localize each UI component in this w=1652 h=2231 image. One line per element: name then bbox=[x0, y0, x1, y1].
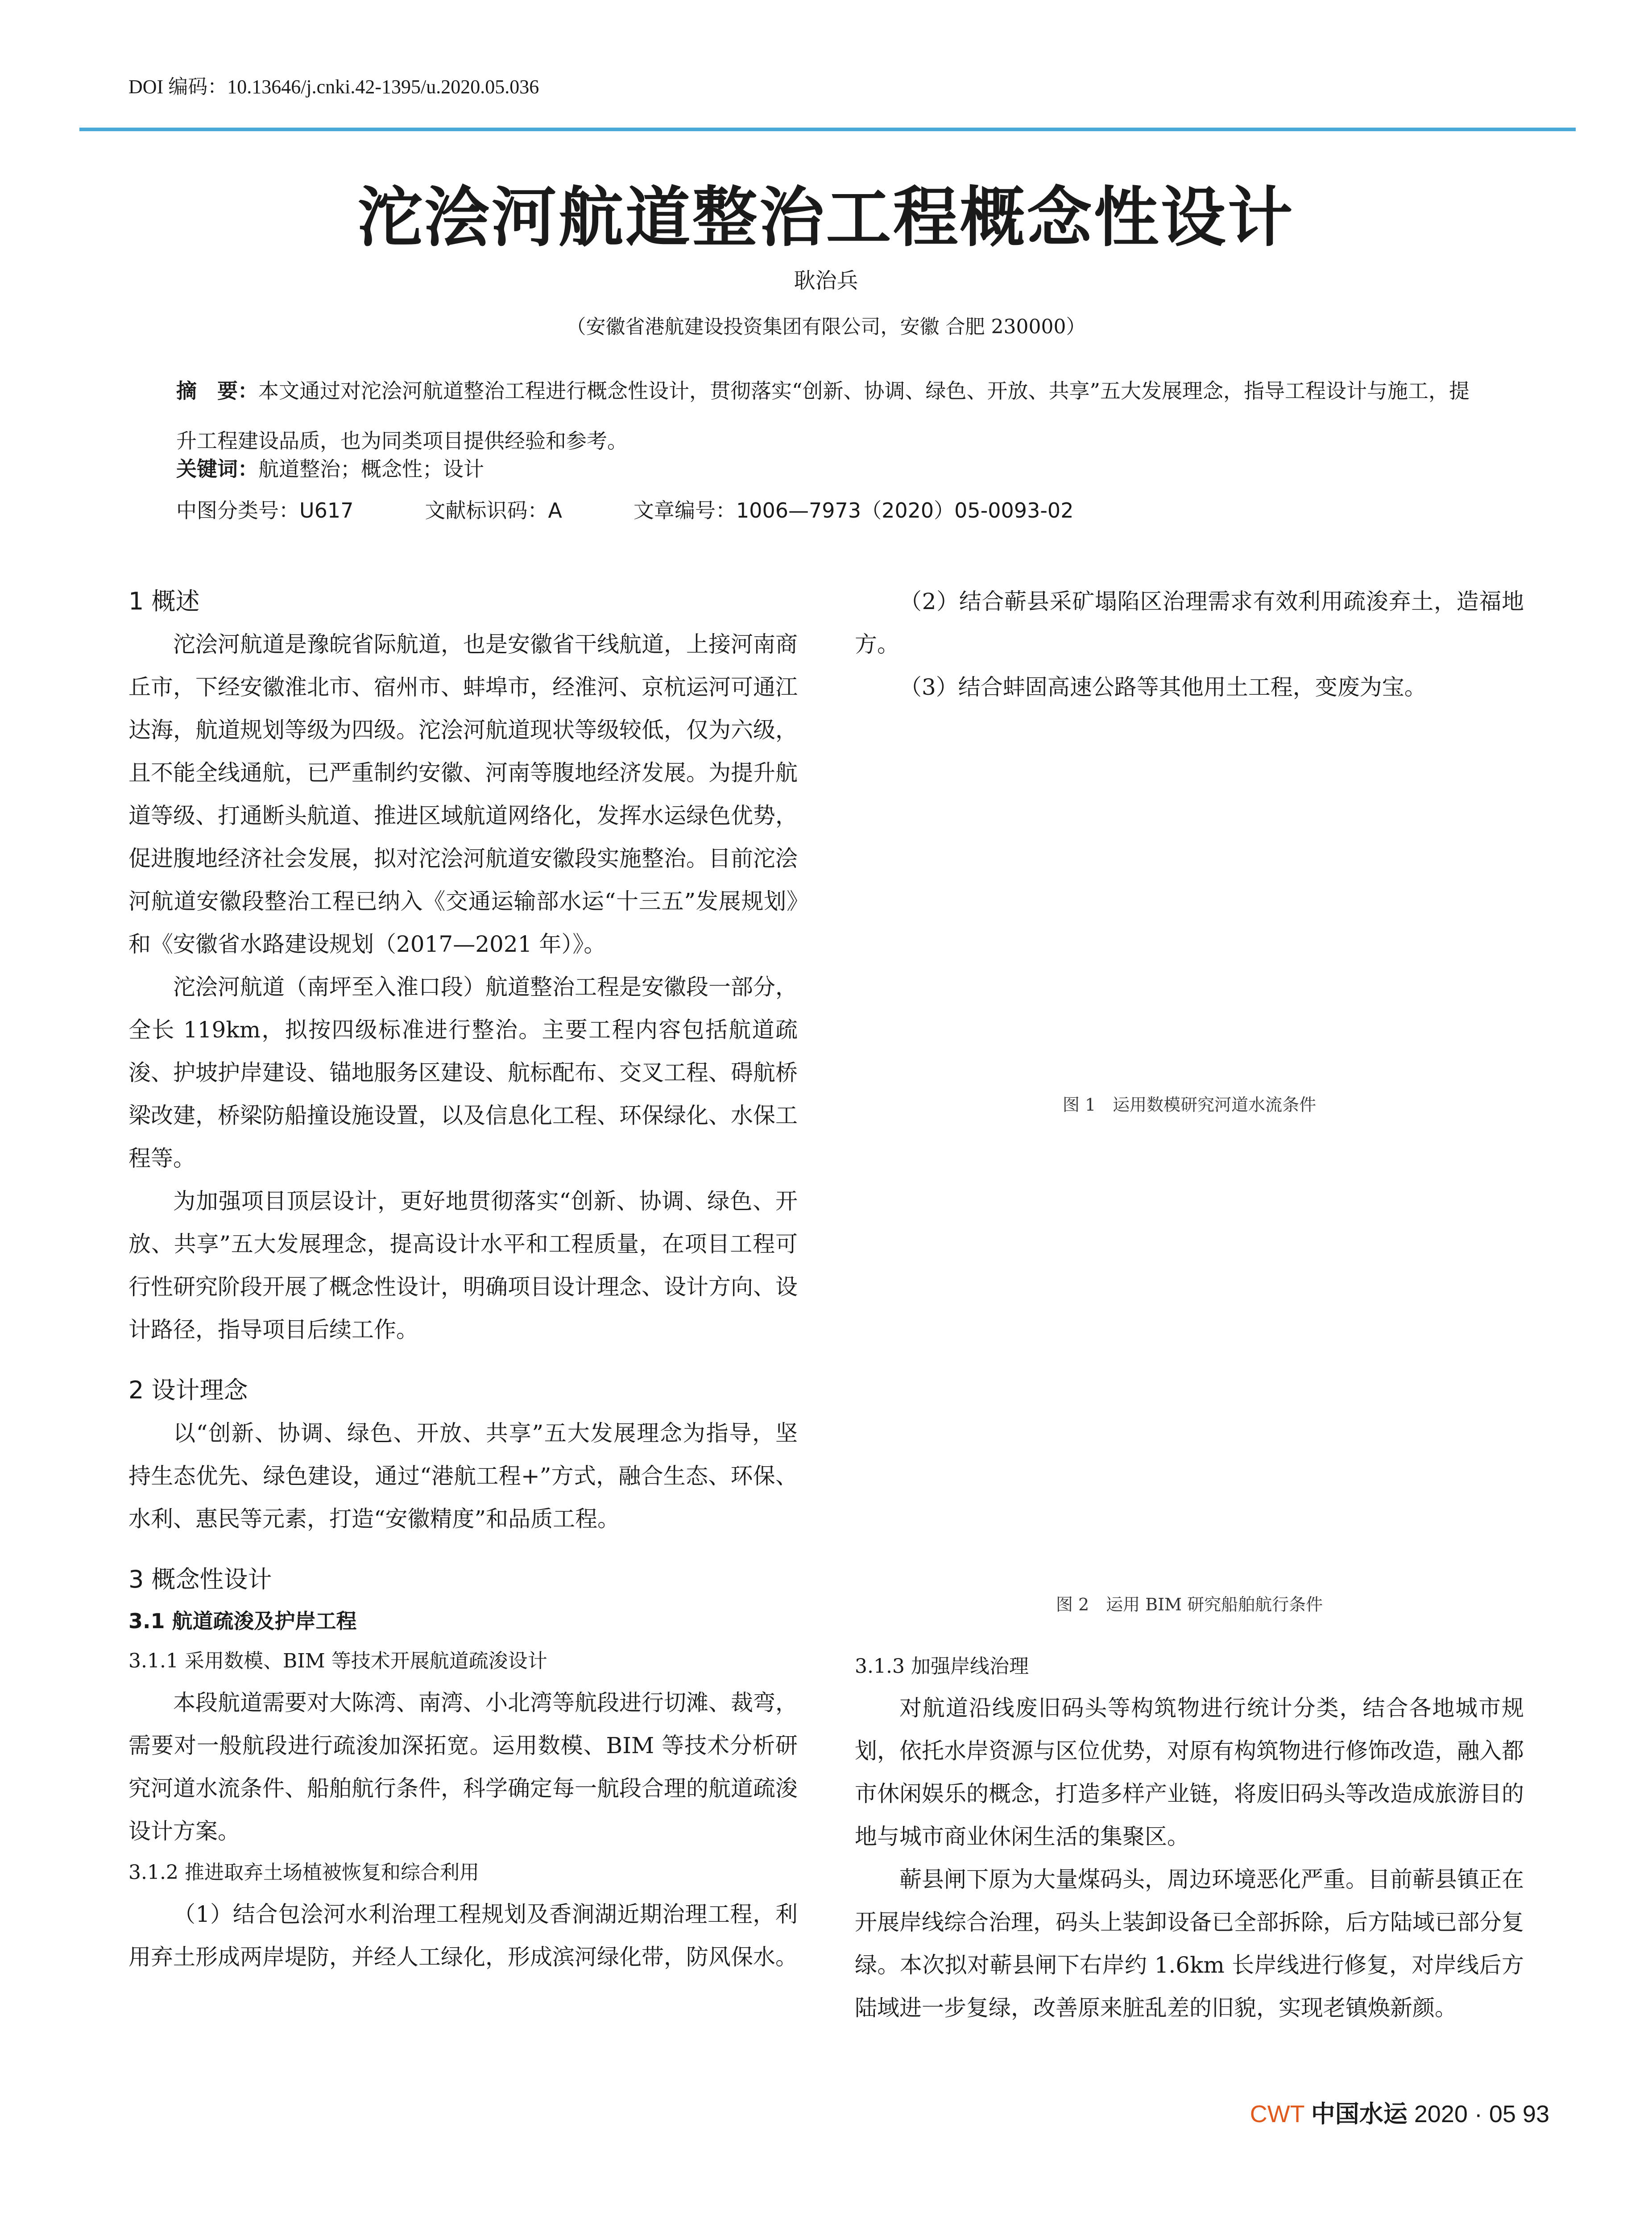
author: 耿治兵 bbox=[794, 268, 858, 293]
keywords bbox=[176, 453, 484, 482]
clc-number: 中图分类号：U617 bbox=[176, 498, 354, 523]
keywords-text: 航道整治；概念性；设计 bbox=[258, 457, 484, 481]
abstract-text: 本文通过对沱浍河航道整治工程进行概念性设计，贯彻落实“创新、协调、绿色、开放、共享”五大发展理念，指导工程设计与施工，提升工程建设品质，也为同类项目提供经验和参考。 bbox=[176, 379, 1470, 453]
abstract bbox=[176, 366, 1479, 466]
page-footer bbox=[1250, 2095, 1549, 2129]
paragraph: 为加强项目顶层设计，更好地贯彻落实“创新、协调、绿色、开放、共享”五大发展理念，提高设计水平和工程质量，在项目工程可行性研究阶段开展了概念性设计，明确项目设计理念、设计方向、设计路径，指导项目后续工作。 bbox=[128, 1188, 798, 1343]
cwt-logo: CWT bbox=[1250, 2101, 1304, 2127]
paragraph: 对航道沿线废旧码头等构筑物进行统计分类，结合各地城市规划，依托水岸资源与区位优势，对原有构筑物进行修饰改造，融入都市休闲娱乐的概念，打造多样产业链，将废旧码头等改造成旅游目的地与城市商业休闲生活的集聚区。 bbox=[855, 1695, 1524, 1849]
doi-line: DOI 编码：10.13646/j.cnki.42-1395/u.2020.05.036 bbox=[128, 76, 539, 98]
section-1-heading: 1 概述 bbox=[128, 587, 200, 615]
paragraph: 蕲县闸下原为大量煤码头，周边环境恶化严重。目前蕲县镇正在开展岸线综合治理，码头上装卸设备已全部拆除，后方陆域已部分复绿。本次拟对蕲县闸下右岸约 1.6km 长岸线进行修复，对岸线后方陆域进一步复绿，改善原来脏乱差的旧貌，实现老镇焕新颜。 bbox=[855, 1866, 1524, 2021]
right-column-bottom bbox=[855, 1646, 1524, 2029]
paragraph: 本段航道需要对大陈湾、南湾、小北湾等航段进行切滩、裁弯，需要对一般航段进行疏浚加深拓宽。运用数模、BIM 等技术分析研究河道水流条件、船舶航行条件，科学确定每一航段合理的航道疏浚设计方案。 bbox=[128, 1690, 798, 1844]
figure-1-caption: 图 1 运用数模研究河道水流条件 bbox=[1062, 1095, 1317, 1115]
paragraph: 沱浍河航道（南坪至入淮口段）航道整治工程是安徽段一部分，全长 119km，拟按四级标准进行整治。主要工程内容包括航道疏浚、护坡护岸建设、锚地服务区建设、航标配布、交叉工程、碍航桥梁改建，桥梁防船撞设施设置，以及信息化工程、环保绿化、水保工程等。 bbox=[128, 974, 798, 1171]
left-column bbox=[128, 580, 798, 1978]
paragraph: （3）结合蚌固高速公路等其他用土工程，变废为宝。 bbox=[899, 674, 1427, 700]
figure-2-caption: 图 2 运用 BIM 研究船舶航行条件 bbox=[1056, 1595, 1323, 1614]
journal-name: 中国水运 bbox=[1311, 2099, 1408, 2128]
keywords-label: 关键词： bbox=[176, 457, 258, 481]
figure-2-area bbox=[855, 1142, 1524, 1571]
classification-line bbox=[176, 494, 1145, 524]
abstract-label: 摘 要： bbox=[176, 379, 258, 403]
header-rule bbox=[79, 128, 1576, 131]
issue-number: 2020 · 05 bbox=[1414, 2101, 1516, 2127]
section-2-heading: 2 设计理念 bbox=[128, 1376, 248, 1404]
right-column-top bbox=[855, 580, 1524, 709]
page-number: 93 bbox=[1522, 2101, 1549, 2127]
subsection-3-1-heading: 3.1 航道疏浚及护岸工程 bbox=[128, 1609, 357, 1633]
section-3-heading: 3 概念性设计 bbox=[128, 1565, 272, 1593]
paragraph: 以“创新、协调、绿色、开放、共享”五大发展理念为指导，坚持生态优先、绿色建设，通过“港航工程+”方式，融合生态、环保、水利、惠民等元素，打造“安徽精度”和品质工程。 bbox=[128, 1420, 798, 1532]
article-title: 沱浍河航道整治工程概念性设计 bbox=[357, 179, 1295, 256]
paragraph: 沱浍河航道是豫皖省际航道，也是安徽省干线航道，上接河南商丘市，下经安徽淮北市、宿州市、蚌埠市，经淮河、京杭运河可通江达海，航道规划等级为四级。沱浍河航道现状等级较低，仅为六级，且不能全线通航，已严重制约安徽、河南等腹地经济发展。为提升航道等级、打通断头航道、推进区域航道网络化，发挥水运绿色优势，促进腹地经济社会发展，拟对沱浍河航道安徽段实施整治。目前沱浍河航道安徽段整治工程已纳入《交通运输部水运“十三五”发展规划》和《安徽省水路建设规划（2017—2021 年）》。 bbox=[128, 631, 798, 957]
document-code: 文献标识码：A bbox=[425, 498, 562, 523]
subsection-3-1-1-heading: 3.1.1 采用数模、BIM 等技术开展航道疏浚设计 bbox=[128, 1650, 547, 1672]
subsection-3-1-2-heading: 3.1.2 推进取弃土场植被恢复和综合利用 bbox=[128, 1861, 479, 1884]
affiliation: （安徽省港航建设投资集团有限公司，安徽 合肥 230000） bbox=[566, 315, 1086, 338]
article-number: 文章编号：1006—7973（2020）05-0093-02 bbox=[633, 498, 1074, 523]
paragraph: （1）结合包浍河水利治理工程规划及香涧湖近期治理工程，利用弃土形成两岸堤防，并经人工绿化，形成滨河绿化带，防风保水。 bbox=[128, 1901, 798, 1970]
subsection-3-1-3-heading: 3.1.3 加强岸线治理 bbox=[855, 1655, 1029, 1678]
figure-1-area bbox=[855, 709, 1524, 1066]
paragraph: （2）结合蕲县采矿塌陷区治理需求有效利用疏浚弃土，造福地方。 bbox=[855, 589, 1524, 657]
